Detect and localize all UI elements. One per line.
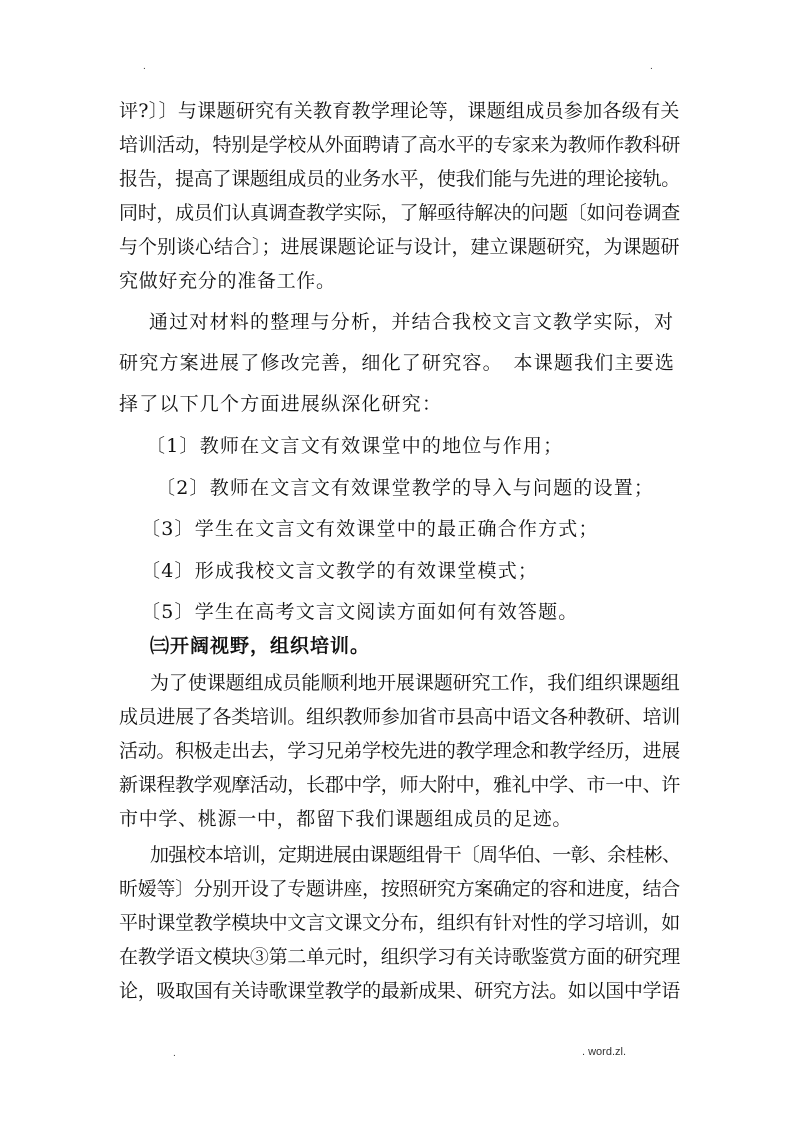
list-item: 〔4〕形成我校文言文教学的有效课堂模式； xyxy=(141,560,539,582)
list-item: 〔5〕学生在高考文言文阅读方面如何有效答题。 xyxy=(141,601,579,623)
list-item: 〔1〕教师在文言文有效课堂中的地位与作用； xyxy=(146,435,564,457)
footer-left-mark: . xyxy=(173,1048,176,1059)
text-line: 与个别谈心结合〕；进展课题论证与设计，建立课题研究，为课题研 xyxy=(119,236,680,258)
text-line: 通过对材料的整理与分析，并结合我校文言文教学实际，对 xyxy=(149,311,675,333)
text-line: 昕嫒等〕分别开设了专题讲座，按照研究方案确定的容和进度，结合 xyxy=(119,878,681,900)
text-line: 市中学、桃源一中，都留下我们课题组成员的足迹。 xyxy=(119,808,573,830)
text-line: 论，吸取国有关诗歌课堂教学的最新成果、研究方法。如以国中学语 xyxy=(119,980,681,1002)
header-left-mark: . xyxy=(143,61,146,72)
list-item: 〔3〕学生在文言文有效课堂中的最正确合作方式； xyxy=(141,518,599,540)
header-right-mark: . xyxy=(650,61,653,72)
text-line: 加强校本培训，定期进展由课题组骨干〔周华伯、一彰、余桂彬、 xyxy=(150,844,681,866)
text-line: 新课程教学观摩活动，长郡中学，师大附中，雅礼中学、市一中、许 xyxy=(119,774,681,796)
text-line: 成员进展了各类培训。组织教师参加省市县高中语文各种教研、培训 xyxy=(119,706,681,728)
text-line: 评?〕〕与课题研究有关教育教学理论等，课题组成员参加各级有关 xyxy=(119,100,680,122)
text-line: 择了以下几个方面进展纵深化研究： xyxy=(119,393,443,415)
text-line: 为了使课题组成员能顺利地开展课题研究工作，我们组织课题组 xyxy=(150,672,680,694)
text-line: 同时，成员们认真调查教学实际，了解亟待解决的问题〔如问卷调查 xyxy=(119,202,681,224)
text-line: 平时课堂教学模块中文言文课文分布，组织有针对性的学习培训，如 xyxy=(119,912,681,934)
text-line: 报告，提高了课题组成员的业务水平，使我们能与先进的理论接轨。 xyxy=(119,168,681,190)
text-line: 在教学语文模块③第二单元时，组织学习有关诗歌鉴赏方面的研究理 xyxy=(119,946,681,968)
section-heading: ㈢开阔视野，组织培训。 xyxy=(150,635,371,657)
text-line: 培训活动，特别是学校从外面聘请了高水平的专家来为教师作教科研 xyxy=(119,134,681,156)
footer-text: . word.zl. xyxy=(582,1046,627,1058)
text-line: 研究方案进展了修改完善，细化了研究容。 本课题我们主要选 xyxy=(119,352,676,374)
list-item: 〔2〕教师在文言文有效课堂教学的导入与问题的设置； xyxy=(156,477,655,499)
text-line: 究做好充分的准备工作。 xyxy=(119,270,336,292)
text-line: 活动。积极走出去，学习兄弟学校先进的教学理念和教学经历，进展 xyxy=(119,740,681,762)
